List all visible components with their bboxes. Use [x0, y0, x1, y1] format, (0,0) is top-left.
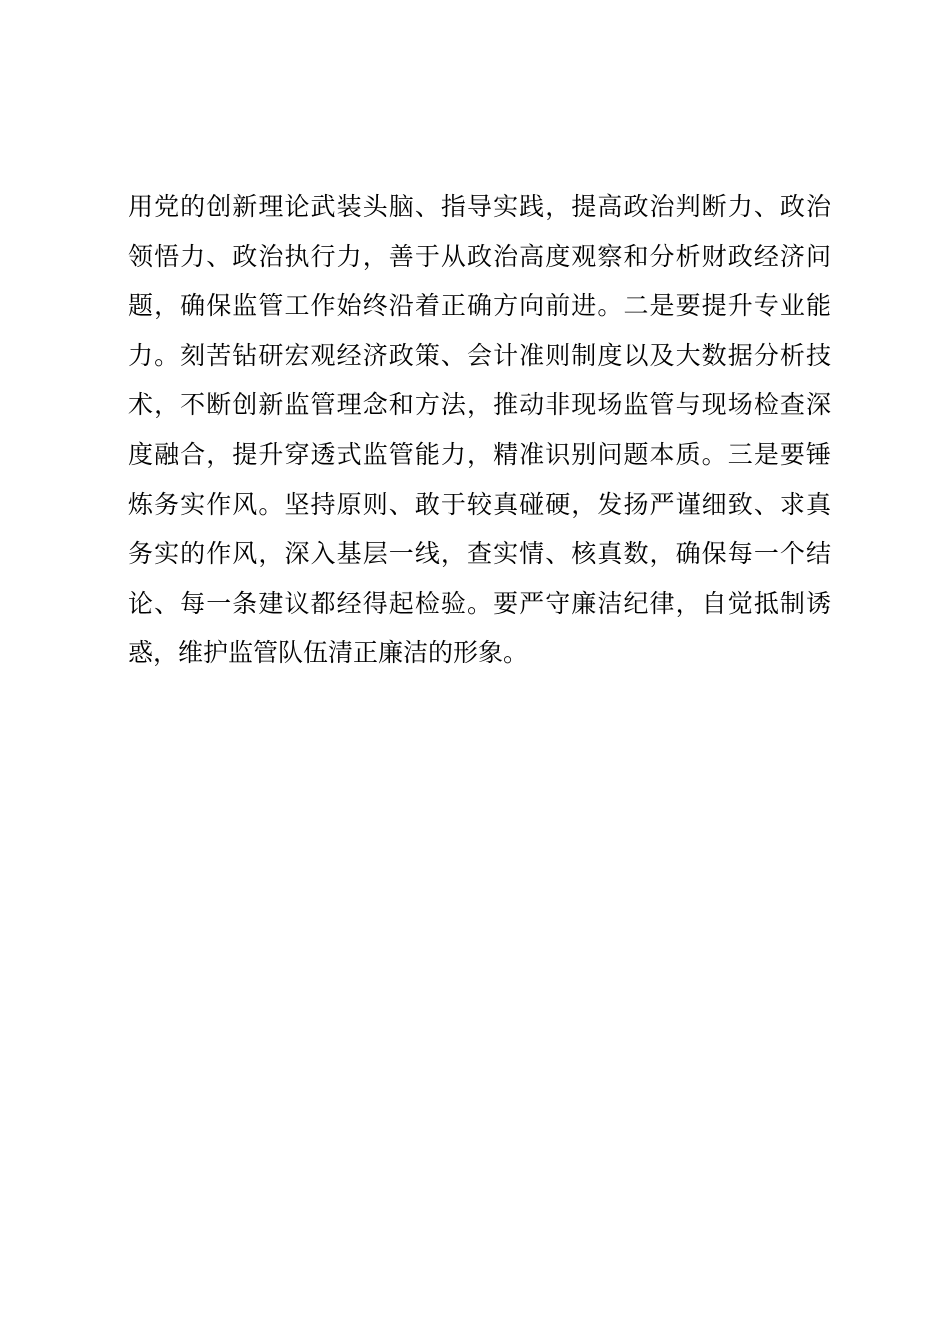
- paragraph-line: 惑，维护监管队伍清正廉洁的形象。: [128, 638, 529, 668]
- paragraph-line: 用党的创新理论武装头脑、指导实践，提高政治判断力、政治: [128, 192, 831, 221]
- paragraph-line: 术，不断创新监管理念和方法，推动非现场监管与现场检查深: [128, 390, 831, 420]
- paragraph-line: 度融合，提升穿透式监管能力，精准识别问题本质。三是要锤: [128, 439, 831, 469]
- paragraph-line: 题，确保监管工作始终沿着正确方向前进。二是要提升专业能: [128, 291, 831, 321]
- paragraph-line: 领悟力、政治执行力，善于从政治高度观察和分析财政经济问: [128, 241, 831, 271]
- document-body: [128, 188, 831, 684]
- paragraph-line: 力。刻苦钻研宏观经济政策、会计准则制度以及大数据分析技: [128, 340, 831, 370]
- paragraph-line: 炼务实作风。坚持原则、敢于较真碰硬，发扬严谨细致、求真: [128, 489, 831, 519]
- paragraph-line: 论、每一条建议都经得起检验。要严守廉洁纪律，自觉抵制诱: [128, 588, 831, 618]
- paragraph-line: 务实的作风，深入基层一线，查实情、核真数，确保每一个结: [128, 539, 831, 569]
